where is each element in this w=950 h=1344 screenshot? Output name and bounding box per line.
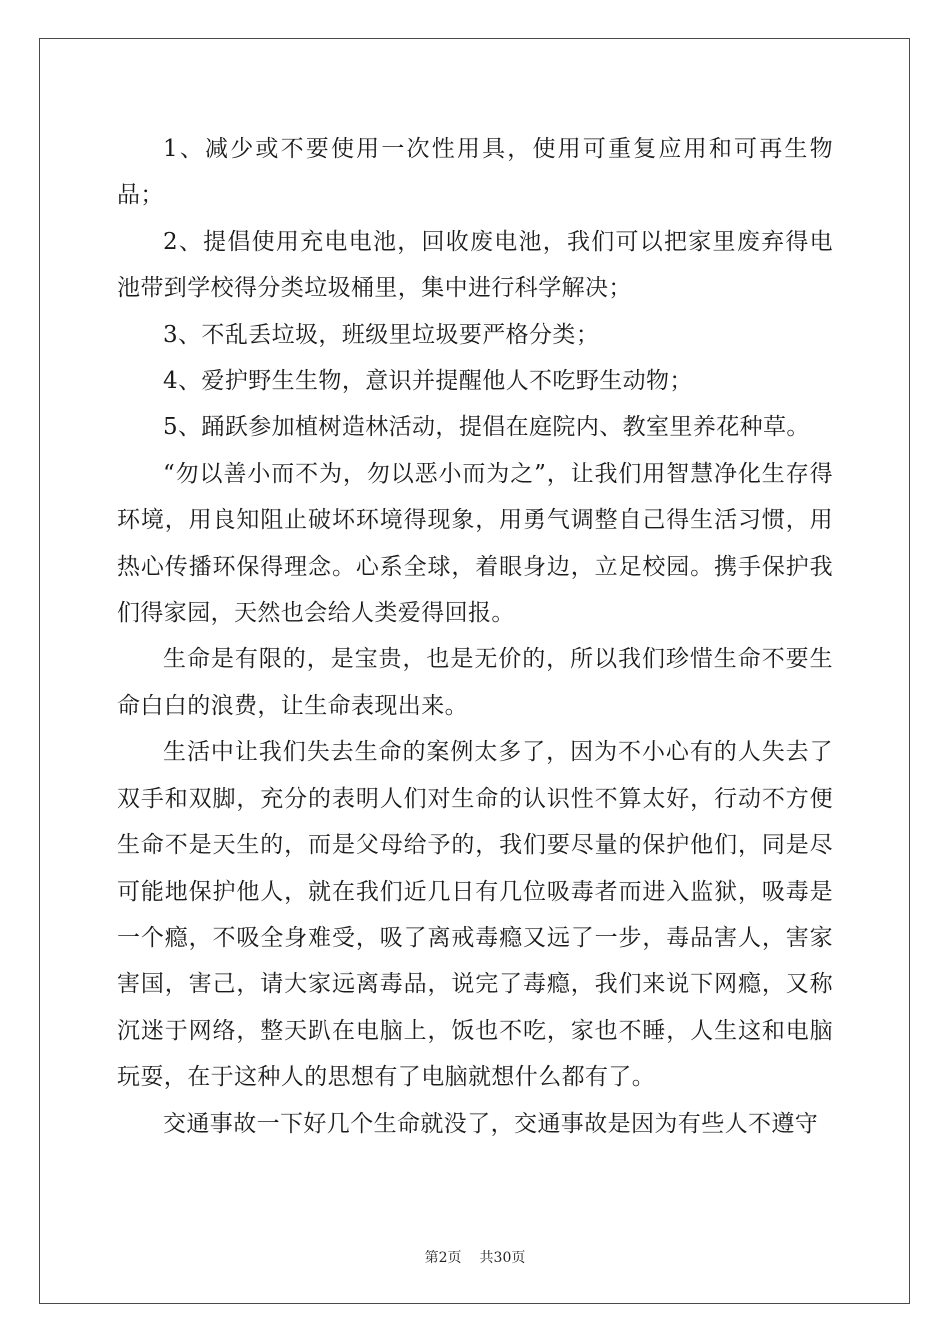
page-footer	[0, 1247, 950, 1267]
paragraph-3: 3、不乱丢垃圾，班级里垃圾要严格分类；	[163, 321, 600, 348]
paragraph-4: 4、爱护野生生物，意识并提醒他人不吃野生动物；	[163, 368, 693, 395]
document-body	[117, 126, 833, 1147]
paragraph-5: 5、踊跃参加植树造林活动，提倡在庭院内、教室里养花种草。	[163, 414, 810, 441]
paragraph-6: “勿以善小而不为，勿以恶小而为之”，让我们用智慧净化生存得环境，用良知阻止破坏环境得现象，用勇气调整自己得生活习惯，用热心传播环保得理念。心系全球，着眼身边，立足校园。携手保护我们得家园，天然也会给人类爱得回报。	[117, 460, 833, 627]
paragraph-2: 2、提倡使用充电电池，回收废电池，我们可以把家里废弃得电池带到学校得分类垃圾桶里，集中进行科学解决；	[117, 228, 833, 302]
page-number: 第2页	[424, 1250, 462, 1266]
paragraph-8: 生活中让我们失去生命的案例太多了，因为不小心有的人失去了双手和双脚，充分的表明人们对生命的认识性不算太好，行动不方便生命不是天生的，而是父母给予的，我们要尽量的保护他们，同是尽可能地保护他人，就在我们近几日有几位吸毒者而进入监狱，吸毒是一个瘾，不吸全身难受，吸了离戒毒瘾又远了一步，毒品害人，害家害国，害己，请大家远离毒品，说完了毒瘾，我们来说下网瘾，又称沉迷于网络，整天趴在电脑上，饭也不吃，家也不睡，人生这和电脑玩耍，在于这种人的思想有了电脑就想什么都有了。	[117, 739, 833, 1091]
paragraph-1: 1、减少或不要使用一次性用具，使用可重复应用和可再生物品；	[117, 136, 833, 209]
paragraph-7: 生命是有限的，是宝贵，也是无价的，所以我们珍惜生命不要生命白白的浪费，让生命表现出来。	[117, 646, 833, 719]
page-total: 共30页	[479, 1250, 526, 1266]
paragraph-9: 交通事故一下好几个生命就没了，交通事故是因为有些人不遵守	[163, 1110, 819, 1137]
